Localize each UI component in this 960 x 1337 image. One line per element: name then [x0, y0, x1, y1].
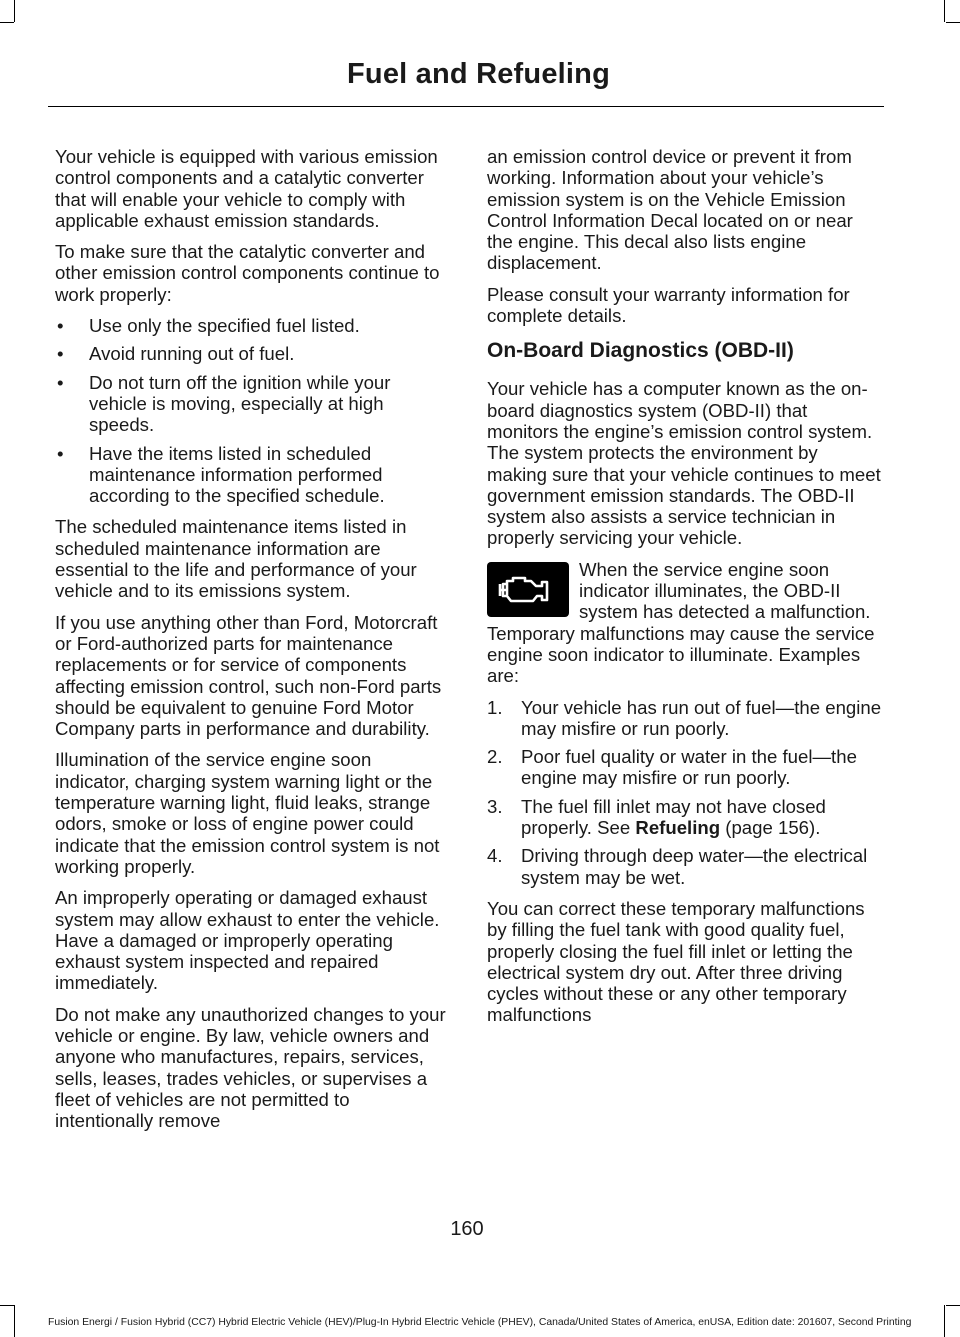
- bullet-mark: •: [57, 371, 64, 393]
- refueling-link[interactable]: Refueling: [635, 817, 721, 839]
- header-divider: [48, 106, 884, 107]
- list-item-text: Your vehicle has run out of fuel—the engine may misfire or run poorly.: [521, 696, 882, 739]
- page-reference: (page 156).: [720, 817, 821, 839]
- paragraph: an emission control device or prevent it from working. Information about your vehicle’s emission system is on the Vehicle Emission Control Information Decal located on or near the engine. This decal also lists engine displacement.: [487, 146, 853, 274]
- list-item: [487, 796, 882, 839]
- page-number: 160: [450, 1218, 484, 1240]
- paragraph: An improperly operating or damaged exhaust system may allow exhaust to enter the vehicle. Have a damaged or improperly operating exhaust system inspected and repaired immediately.: [55, 887, 440, 994]
- crop-mark: [946, 22, 960, 23]
- list-item: [487, 697, 882, 740]
- paragraph: When the service engine soon indicator illuminates, the OBD-II system has detected a malfunction. Temporary malfunctions may cause the service engine soon indicator to illuminate. Examples are:: [487, 558, 875, 687]
- engine-icon: [487, 562, 569, 617]
- list-item: [55, 372, 448, 436]
- footer-text: Fusion Energi / Fusion Hybrid (CC7) Hybrid Electric Vehicle (HEV)/Plug-In Hybrid Electric Vehicle (PHEV), Canada/United States of America, enUSA, Edition date: 201607, Second Printing: [48, 1317, 912, 1328]
- paragraph: If you use anything other than Ford, Motorcraft or Ford-authorized parts for maintenance replacements or for service of components affecting emission control, such non-Ford parts should be equivalent to genuine Ford Motor Company parts in performance and durability.: [55, 611, 442, 740]
- list-item: [55, 443, 448, 507]
- crop-mark: [944, 1305, 945, 1337]
- paragraph: Please consult your warranty information for complete details.: [487, 283, 850, 327]
- left-column: [55, 146, 448, 1141]
- paragraph: You can correct these temporary malfunctions by filling the fuel tank with good quality fuel, properly closing the fuel fill inlet or letting the electrical system dry out. After three driving cycles without these or any other temporary malfunctions: [487, 897, 865, 1026]
- list-item-text: Have the items listed in scheduled maintenance information performed according to the specified schedule.: [89, 442, 385, 507]
- list-item: [55, 343, 448, 364]
- list-number: 1.: [487, 696, 503, 718]
- bullet-mark: •: [57, 343, 64, 365]
- crop-mark: [14, 1305, 15, 1337]
- numbered-list: [487, 697, 882, 888]
- page-title: Fuel and Refueling: [347, 58, 610, 90]
- list-item-text: The fuel fill inlet may not have closed properly. See: [521, 795, 826, 839]
- paragraph: Your vehicle is equipped with various emission control components and a catalytic converter that will enable your vehicle to comply with applicable exhaust emission standards.: [55, 146, 438, 231]
- paragraph: To make sure that the catalytic converter and other emission control components continue to work properly:: [55, 241, 440, 305]
- section-heading: On-Board Diagnostics (OBD-II): [487, 339, 794, 363]
- list-item: [55, 315, 448, 336]
- list-number: 4.: [487, 845, 503, 867]
- crop-mark: [946, 1305, 960, 1306]
- list-item-text: Avoid running out of fuel.: [89, 343, 295, 365]
- list-item-text: Driving through deep water—the electrical system may be wet.: [521, 845, 868, 888]
- right-column: [487, 146, 882, 1036]
- list-number: 2.: [487, 746, 503, 768]
- crop-mark: [0, 22, 14, 23]
- list-item: [487, 845, 882, 888]
- paragraph: Your vehicle has a computer known as the on-board diagnostics system (OBD-II) that monitors the engine’s emission control system. The system protects the environment by making sure that your vehicle continues to meet government emission standards. The OBD-II system also assists a service technician in properly servicing your vehicle.: [487, 378, 881, 549]
- bullet-mark: •: [57, 315, 64, 337]
- list-item-text: Do not turn off the ignition while your vehicle is moving, especially at high speeds.: [89, 371, 391, 436]
- paragraph: Do not make any unauthorized changes to your vehicle or engine. By law, vehicle owners and anyone who manufactures, repairs, services, sells, leases, trades vehicles, or supervises a fleet of vehicles are not permitted to intentionally remove: [55, 1003, 446, 1132]
- bullet-mark: •: [57, 442, 64, 464]
- list-number: 3.: [487, 795, 503, 817]
- crop-mark: [944, 0, 945, 22]
- list-item-text: Poor fuel quality or water in the fuel—the engine may misfire or run poorly.: [521, 746, 857, 789]
- paragraph: Illumination of the service engine soon indicator, charging system warning light or the temperature warning light, fluid leaks, strange odors, smoke or loss of engine power could indicate that the emission control system is not working properly.: [55, 749, 440, 877]
- paragraph: The scheduled maintenance items listed in scheduled maintenance information are essential to the life and performance of your vehicle and to its emissions system.: [55, 516, 417, 602]
- crop-mark: [14, 0, 15, 22]
- list-item: [487, 746, 882, 789]
- indicator-paragraph: [487, 559, 882, 697]
- list-item-text: Use only the specified fuel listed.: [89, 315, 360, 337]
- crop-mark: [0, 1305, 14, 1306]
- bullet-list: [55, 315, 448, 506]
